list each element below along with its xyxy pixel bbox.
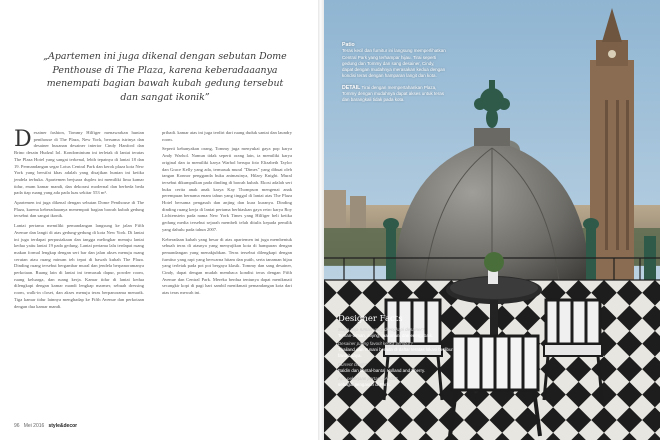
- photo-caption: [342, 42, 446, 109]
- paragraph: Keberadaan kubah yang besar di atas apartemen ini juga membentuk sebuah teras di atasnya yang menyajikan kota di hamparan dengan pemandangan yang menakjubkan. Teras tersebut dilengkapi dengan furnitur yang rapi yang berwarna hitam dan putih, serta tanaman hijau yang terletak pada pot pot bergaya klasik. Tommy dan sang desainer, Cindy, dapat dengan mudah membaca kondisi teras dengan Fifth Avenue dan Central Park. Mereka berdua tentunya dapat menikmati secangkir kopi di pagi hari sambil menikmati pemandangan kota dari atas teras mewah ini.: [162, 236, 292, 296]
- fact-answer: Baldin dan bantal-bantal Holland and Sherry.: [338, 367, 426, 373]
- fact-question: Apa pekerjaan pertama Anda?: [338, 375, 398, 381]
- left-page: [0, 0, 318, 440]
- drop-cap: D: [14, 127, 32, 152]
- fact-answer: Teman-teman, anjing, makanan, dan energi baik.: [338, 333, 434, 339]
- paragraph: esainer fashion, Tommy Hilfiger menawarkan hunian penthouse di The Plaza, New York, bersama istrinya dan desainer busanan desainer interior Cindy Hanford dan Brino desain Hudzul Iol. Kondominium ini terletak di lantai teratas The Plaza Hotel yang sangat terkenal, lebih tepatnya di lantai 18 dan 19. Permandangan segar Lotus Central Park dan kerok plaza kota New York yang bersifat khas adalah yang disajikan hunian ini ketika jendela terbuka. Apartemen berjuara duplex ini memiliki lima kamar tidur, enam kamar mandi, dan dekorasi modernal dan berbeda beda pada tiap ruang yang ada pada luas sekitar 553 m².: [14, 130, 144, 196]
- page-number: 96: [14, 423, 20, 429]
- caption-text-detail: Tirai dengan mempertahankan Plaza, Tommy dengan mudahnya dapat akses untuk teras dan barangkali tidak pada kota.: [342, 84, 445, 103]
- fact-question: Siapa saja rumah yang dilengkapi desainer?: [338, 327, 425, 333]
- pull-quote: „Apartemen ini juga dikenal dengan sebutan Dome Penthouse di The Plaza, karena keberadaaanya menempati bagian bawah kubah gedung tersebut dan sangat ikonik”: [43, 51, 287, 103]
- magazine-name: style&decor: [48, 423, 78, 429]
- article-column-1: [14, 127, 144, 313]
- paragraph: Seperti kebanyakan orang, Tommy juga menyukai gaya pop karya Andy Warhol. Namun tidak seperti orang lain, ia memiliki karya original dan ia memiliki karya Warhol berupa foto Elizabeth Taylor dan Grace Kelly yang ada, termasuk mural "Dimes" yang dibuat oleh tangan Konnor pengganda buku animasinya, Hilary Knight. Mural tersebut dikumpulkan pada dinding di bawah kubah. Ekosi adalah seri buku cerita anak anak karya Kay Thompson mengenai anak perempuan bernama enam tahun yang tinggal di lantai atas The Plaza Hotel bersama pengasuh dan anjing dan kura kuranya. Dinding dinding ruang kerja di lantai pertama berhiaskan gaya retro karya Roy Lichtenstein pada nama New York Times yang Hilfiger beli ketika gedung media tersebut sejarah membeli telah ditulis kepada pemilik yang dahulu pada tahun 2007.: [162, 146, 292, 232]
- page-folio: [14, 423, 77, 429]
- fact-question: Desainer paling favorit ketika berlibur?: [338, 341, 413, 347]
- clock-tower: [590, 8, 634, 290]
- paragraph: Apartemen ini juga dikenal dengan sebutan Dome Penthouse di The Plaza, karena keberadaaanya menempati bagian bawah kubah gedung tersebut dan sangat ikonik.: [14, 200, 144, 219]
- fact-answer: Thailand dan Yunani berada di daftar teratas lokasi berlibur favorit saya.: [338, 347, 453, 359]
- caption-heading-detail: DETAIL: [342, 84, 361, 91]
- designer-facts-box: [338, 316, 456, 390]
- paragraph: Lantai pertama memiliki pemandangan langsung ke jalan Fifth Avenue dan langit di atas gedung-gedung di kota New York. Di lantai ini juga terdapat perpustakaan dan tangga melingkar menuju lantai kedua yaitu lantai 19 pada gedung. Lantai pertama lalu terdapat ruang makan formal lengkap dengan seri bar dan jalan akses menuju ruang cerutan atau ruang minum teh tepat di bawah kubah The Plaza. Dinding ruang tersebut bergambar mural dan jendela berpanoramanya perkotaan. Ruang lain di lantai ini termasuk dapur, powder room, ruang keluarga, dan ruang kerja. Kamar tidur di lantai kedua dilengkapi dengan kamar mandi lengkap marmer, sebuah dressing room, walk-in closet, dan akses menuju teras berpanorama menarik. Tiga kamar tidur lainnya menghadap ke Fifth Avenue dan perkotaan dengan dua kamar mandi.: [14, 223, 144, 309]
- designer-facts-title: Designer Facts: [338, 314, 403, 324]
- article-column-2: [162, 130, 292, 300]
- issue-date: Mei 2016: [23, 423, 45, 429]
- fact-answer: sebagai pengasuh di Paris.: [338, 381, 391, 387]
- fact-question: Current crush?: [338, 361, 368, 367]
- caption-heading-patio: Patio: [342, 42, 355, 48]
- paragraph: pribadi. kamar atas ini juga terdiri dari ruang duduk santai dan laundry room.: [162, 130, 292, 142]
- caption-text-patio: Teras kecil dan furnitur ini langsung memperlihatkan Central Park yang terhampar hijau. Tirai seperti gedung dan Tommy dan sang desainer, Cindy, dapat dengan mudahnya merasakan kedua dengan kondisi teras dengan hamparan langit dan kota.: [342, 48, 446, 79]
